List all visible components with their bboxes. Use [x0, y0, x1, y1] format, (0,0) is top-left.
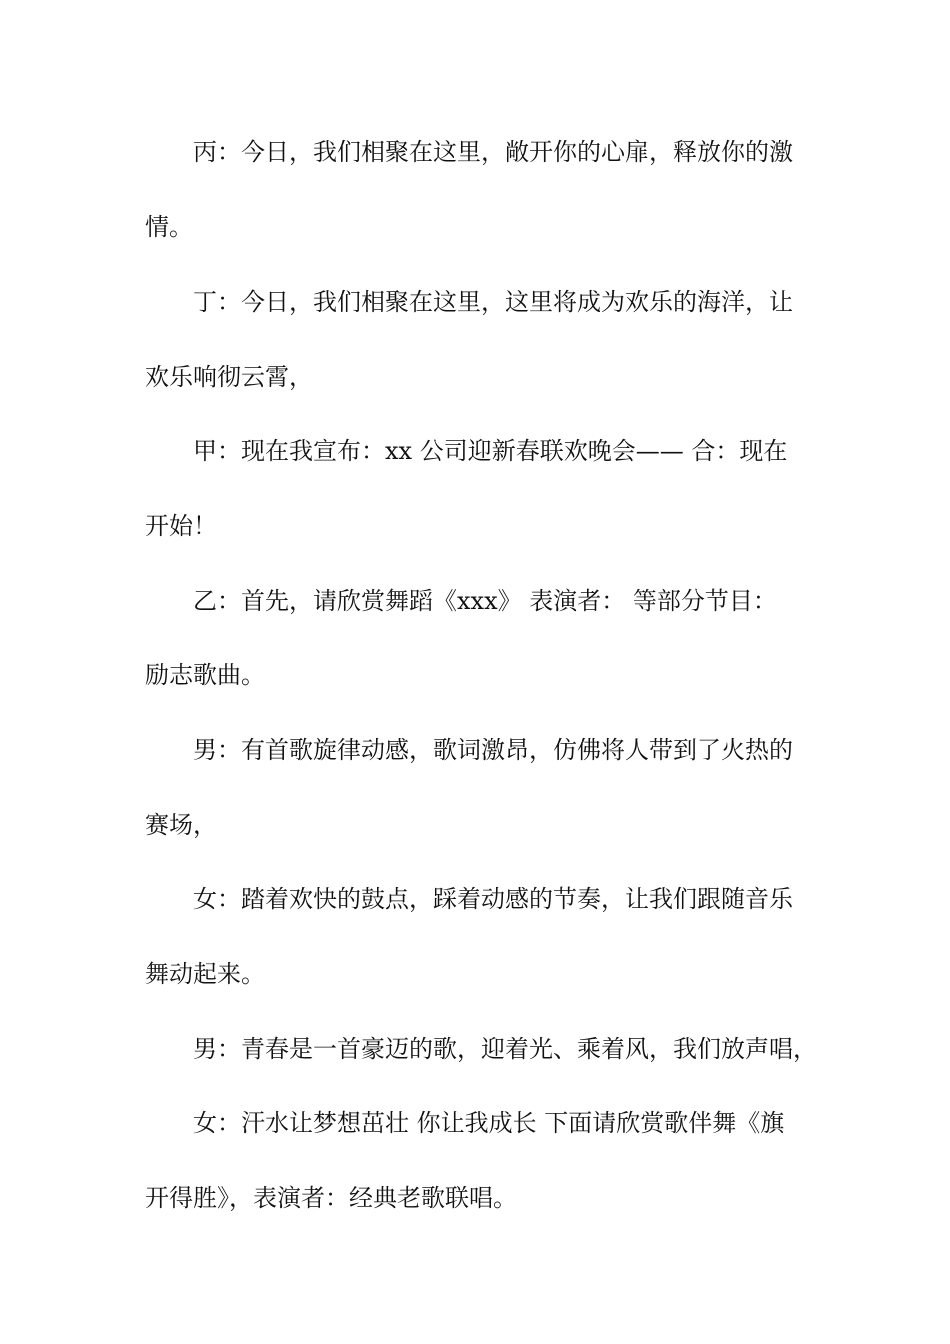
paragraph-3-line-1: 甲：现在我宣布：xx 公司迎新春联欢晚会—— 合：现在 — [193, 437, 788, 465]
paragraph-8-line-2: 开得胜》，表演者：经典老歌联唱。 — [145, 1184, 517, 1212]
paragraph-1-line-1: 丙：今日，我们相聚在这里，敞开你的心扉，释放你的激 — [193, 138, 793, 166]
paragraph-6-line-1: 女：踏着欢快的鼓点，踩着动感的节奏，让我们跟随音乐 — [193, 885, 793, 913]
paragraph-5-line-1: 男：有首歌旋律动感，歌词激昂，仿佛将人带到了火热的 — [193, 736, 793, 764]
paragraph-3-line-2: 开始！ — [145, 512, 217, 540]
paragraph-4-line-2: 励志歌曲。 — [145, 661, 265, 689]
paragraph-4-line-1: 乙：首先，请欣赏舞蹈《xxx》 表演者： 等部分节目： — [193, 587, 777, 615]
paragraph-2-line-1: 丁：今日，我们相聚在这里，这里将成为欢乐的海洋，让 — [193, 288, 793, 316]
paragraph-7-line-1: 男：青春是一首豪迈的歌，迎着光、乘着风，我们放声唱， — [193, 1035, 817, 1063]
paragraph-5-line-2: 赛场， — [145, 811, 217, 839]
paragraph-1-line-2: 情。 — [145, 213, 193, 241]
paragraph-2-line-2: 欢乐响彻云霄， — [145, 363, 313, 391]
paragraph-8-line-1: 女：汗水让梦想茁壮 你让我成长 下面请欣赏歌伴舞《旗 — [193, 1109, 785, 1137]
paragraph-6-line-2: 舞动起来。 — [145, 960, 265, 988]
